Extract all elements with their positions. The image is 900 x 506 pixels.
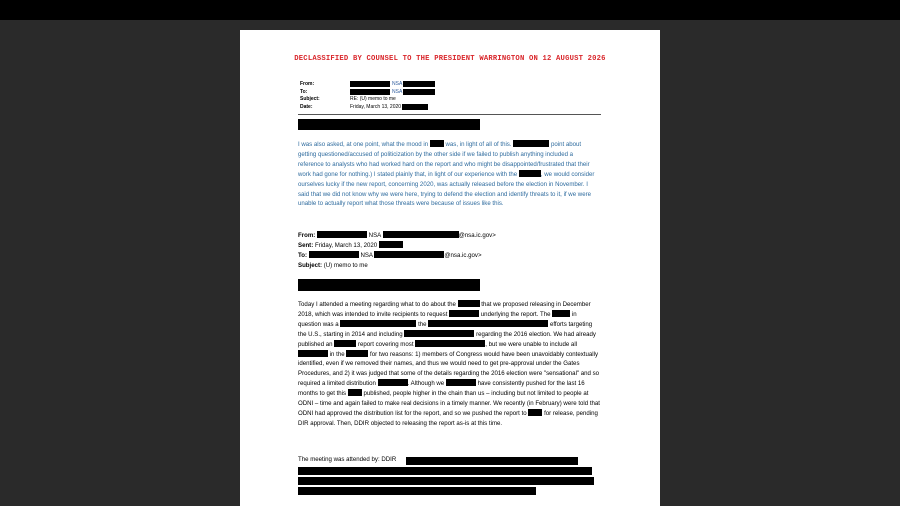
- redaction: [402, 104, 428, 110]
- header-to-label: To:: [300, 88, 308, 95]
- body-text-f: efforts targeting the U.S., starting in 2014 and including: [298, 320, 593, 338]
- body-text-h: report covering most: [357, 340, 414, 348]
- redaction: [298, 487, 536, 495]
- mail-to-domain: @nsa.ic.gov>: [444, 251, 482, 259]
- redaction: [379, 241, 403, 248]
- redaction: [406, 457, 578, 465]
- mail-sent-label: Sent:: [298, 241, 314, 249]
- redaction: [430, 140, 444, 147]
- redaction: [350, 89, 390, 95]
- redaction: [403, 89, 435, 95]
- redaction: [458, 300, 480, 307]
- redaction: [298, 477, 594, 485]
- body-text-g: regarding the 2016 election. We had already published an: [298, 330, 596, 348]
- redaction: [552, 310, 570, 317]
- body-text-i: , but we were unable to include all: [485, 340, 578, 348]
- redaction: [298, 467, 592, 475]
- body-text-c: underlying the report. The: [480, 310, 551, 318]
- redaction: [317, 231, 367, 238]
- body-text-n: published, people higher in the chain than us – including but not limited to people at ODNI – time and again failed to make real decisions in a timely manner. We recently (in February) were told that ODNI had approved the distribution list for the report, and so we pushed the report to: [298, 390, 601, 417]
- redaction: [378, 379, 408, 386]
- redaction: [528, 409, 542, 416]
- header-subject-label: Subject:: [300, 96, 320, 102]
- redaction: [446, 379, 476, 386]
- redaction: [298, 350, 328, 357]
- redaction: [309, 251, 359, 258]
- top-bar: [0, 0, 900, 20]
- redaction: [348, 389, 362, 396]
- body-text-b: that we proposed releasing in December 2018, which was intended to invite recipients to request: [298, 301, 591, 318]
- mail-from-nsa: NSA: [368, 232, 381, 239]
- declassification-stamp: DECLASSIFIED BY COUNSEL TO THE PRESIDENT WARRINGTON ON 12 AUGUST 2026: [294, 55, 606, 63]
- mail-to-nsa: NSA: [360, 251, 373, 259]
- body-text-m: have consistently pushed for the last 16 months to get this: [298, 380, 585, 398]
- mail-subject-value: (U) memo to me: [323, 261, 368, 269]
- header-from-label: From:: [300, 81, 315, 88]
- header-to-nsa: NSA: [392, 88, 403, 95]
- redaction: [519, 170, 541, 177]
- body-text-a: Today I attended a meeting regarding what to do about the: [298, 301, 456, 308]
- header-from-nsa: NSA: [392, 81, 403, 88]
- blue-quoted-paragraph: [298, 140, 600, 209]
- mail-to-row: [298, 251, 600, 261]
- redaction: [415, 340, 485, 347]
- blue-text-4: , we would consider ourselves lucky if the new report, concerning 2020, was actually released before the election in November. I said that we did not know why we were here, trying to defend the election and identify threats to it, if we were unable to actually report what those threats were because of issues like this.: [298, 170, 595, 208]
- body-text-j: in the: [329, 350, 345, 358]
- redaction: [403, 81, 435, 87]
- body-text-o: for release, pending DIR approval. Then, DDIR objected to releasing the report as-is at this time.: [298, 409, 598, 427]
- redaction: [350, 81, 390, 87]
- attended-text: The meeting was attended by: DDIR: [298, 456, 397, 463]
- header-date-row: [300, 104, 435, 112]
- header-subject-row: [300, 96, 435, 104]
- redaction: [428, 320, 548, 327]
- redaction: [404, 330, 474, 337]
- document-page: [240, 30, 660, 506]
- header-divider: [298, 114, 601, 115]
- redaction: [449, 310, 479, 317]
- body-text-e: the: [418, 320, 427, 328]
- blue-text-1: I was also asked, at one point, what the mood in: [298, 141, 429, 148]
- mail-subject-row: [298, 261, 600, 271]
- mail-sent-row: [298, 241, 600, 251]
- mail-sent-value: Friday, March 13, 2020: [314, 241, 378, 249]
- header-date-value: Friday, March 13, 2020: [350, 103, 402, 110]
- header-subject-value: RE: (U) memo to me: [350, 96, 396, 102]
- forwarded-mail-header: [298, 231, 600, 271]
- redaction: [298, 119, 480, 130]
- header-from-row: [300, 81, 435, 89]
- redaction: [334, 340, 356, 347]
- memo-body: [298, 300, 600, 429]
- email-header: [300, 81, 435, 111]
- redaction: [298, 279, 480, 291]
- mail-to-label: To:: [298, 251, 308, 259]
- mail-from-label: From:: [298, 232, 316, 239]
- redaction: [374, 251, 444, 258]
- redaction: [340, 320, 416, 327]
- mail-subject-label: Subject:: [298, 261, 323, 269]
- body-text-l: . Although we: [407, 380, 445, 388]
- body-text-k: for two reasons: 1) members of Congress would have been unavoidably contextually identified, even if we removed their names, and thus we would need to get pre-approval under the Gates Procedures, and 2) it was judged that some of the details regarding the 2016 election were "sensational" and so required a limited distribution: [298, 350, 600, 388]
- header-date-label: Date:: [300, 103, 313, 110]
- header-to-row: [300, 89, 435, 97]
- body-text-d: in question was a: [298, 310, 577, 328]
- mail-from-domain: @nsa.ic.gov>: [458, 232, 496, 239]
- redaction: [383, 231, 459, 238]
- redaction: [513, 140, 549, 147]
- blue-text-3: point about getting questioned/accused of politicization by the other side if we failed to publish anything included a reference to analysts who had worked hard on the report and who might be disappointed/frustrated that their work had gone for nothing.) I stated plainly that, in light of our experience with the: [298, 141, 590, 178]
- blue-text-2: was, in light of all of this.: [445, 141, 512, 148]
- redaction: [346, 350, 368, 357]
- mail-from-row: [298, 231, 600, 241]
